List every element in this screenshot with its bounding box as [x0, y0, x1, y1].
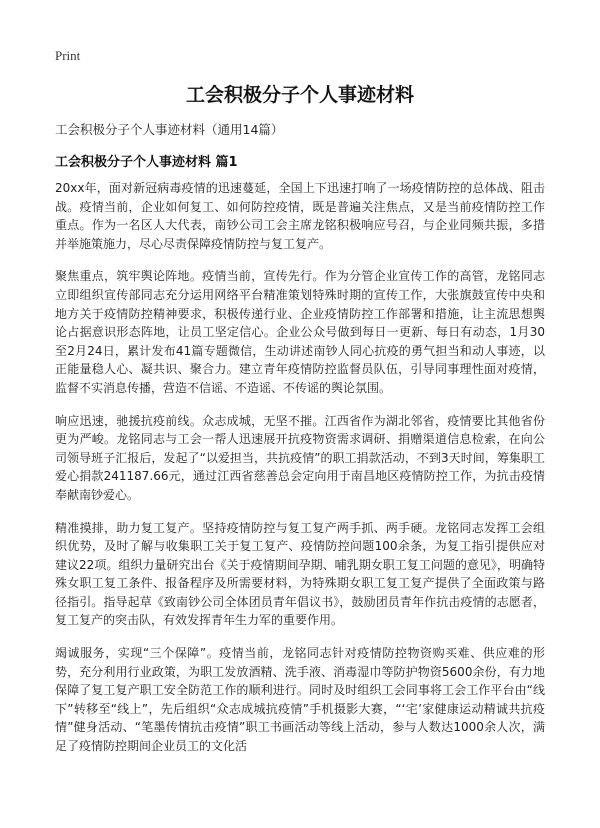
paragraph: 响应迅速，驰援抗疫前线。众志成城，无坚不摧。江西省作为湖北邻省，疫情要比其他省份更为严峻。龙铭同志与工会一帮人迅速展开抗疫物资需求调研、捐赠渠道信息检索，在向公司领导班子汇报后，发起了“以爱担当，共抗疫情”的职工捐款活动，不到3天时间，筹集职工爱心捐款241187.66元，通过江西省慈善总会定向用于南昌地区疫情防控工作，为抗击疫情奉献南钞爱心。 [55, 413, 545, 502]
document-title: 工会积极分子个人事迹材料 [185, 84, 414, 106]
section-heading: 工会积极分子个人事迹材料 篇1 [55, 155, 238, 170]
document-subtitle: 工会积极分子个人事迹材料（通用14篇） [55, 122, 284, 137]
print-link[interactable]: Print [55, 48, 81, 63]
paragraph: 竭诚服务，实现“三个保障”。疫情当前，龙铭同志针对疫情防控物资购买难、供应难的形势，充分利用行业政策，为职工发放酒精、洗手液、消毒湿巾等防护物资5600余份，有力地保障了复工复产职工安全防范工作的顺利进行。同时及时组织工会同事将工会工作平台由“线下”转移至“线上”，先后组织“众志成城抗疫情”手机摄影大赛，“‘宅’家健康运动精诚共抗疫情”健身活动、“笔墨传情抗击疫情”职工书画活动等线上活动，参与人数达1000余人次，满足了疫情防控期间企业员工的文化活 [55, 646, 545, 754]
paragraph: 精准摸排，助力复工复产。坚持疫情防控与复工复产两手抓、两手硬。龙铭同志发挥工会组织优势，及时了解与收集职工关于复工复产、疫情防控问题100余条，为复工指引提供应对建议22项。组织力量研究出台《关于疫情期间孕期、哺乳期女职工复工问题的意见》，明确特殊女职工复工条件、报备程序及所需要材料，为特殊期女职工复工复产提供了全面政策与路径指引。指导起草《致南钞公司全体团员青年倡议书》，鼓励团员青年作抗击疫情的志愿者，复工复产的突击队，有效发挥青年生力军的重要作用。 [55, 520, 545, 628]
paragraph: 聚焦重点，筑牢舆论阵地。疫情当前，宣传先行。作为分管企业宣传工作的高管，龙铭同志立即组织宣传部同志充分运用网络平台精准策划特殊时期的宣传工作，大张旗鼓宣传中央和地方关于疫情防控精神要求，积极传递行业、企业疫情防控工作部署和措施，让主流思想舆论占据意识形态阵地，让员工坚定信心。企业公众号做到每日一更新、每日有动态，1月30至2月24日，累计发布41篇专题微信，生动讲述南钞人同心抗疫的勇气担当和动人事迹，以正能量稳人心、凝共识、聚合力。建立青年疫情防控监督员队伍，引导同事理性面对疫情，监督不实消息传播，营造不信谣、不造谣、不传谣的舆论氛围。 [55, 269, 545, 395]
article-body [55, 179, 545, 770]
paragraph: 20xx年，面对新冠病毒疫情的迅速蔓延，全国上下迅速打响了一场疫情防控的总体战、阻击战。疫情当前，企业如何复工、如何防控疫情，既是普遍关注焦点，又是当前疫情防控工作重点。作为一名区人大代表，南钞公司工会主席龙铭积极响应号召，与企业同频共振，多措并举施策施力，尽心尽责保障疫情防控与复工复产。 [55, 181, 545, 251]
